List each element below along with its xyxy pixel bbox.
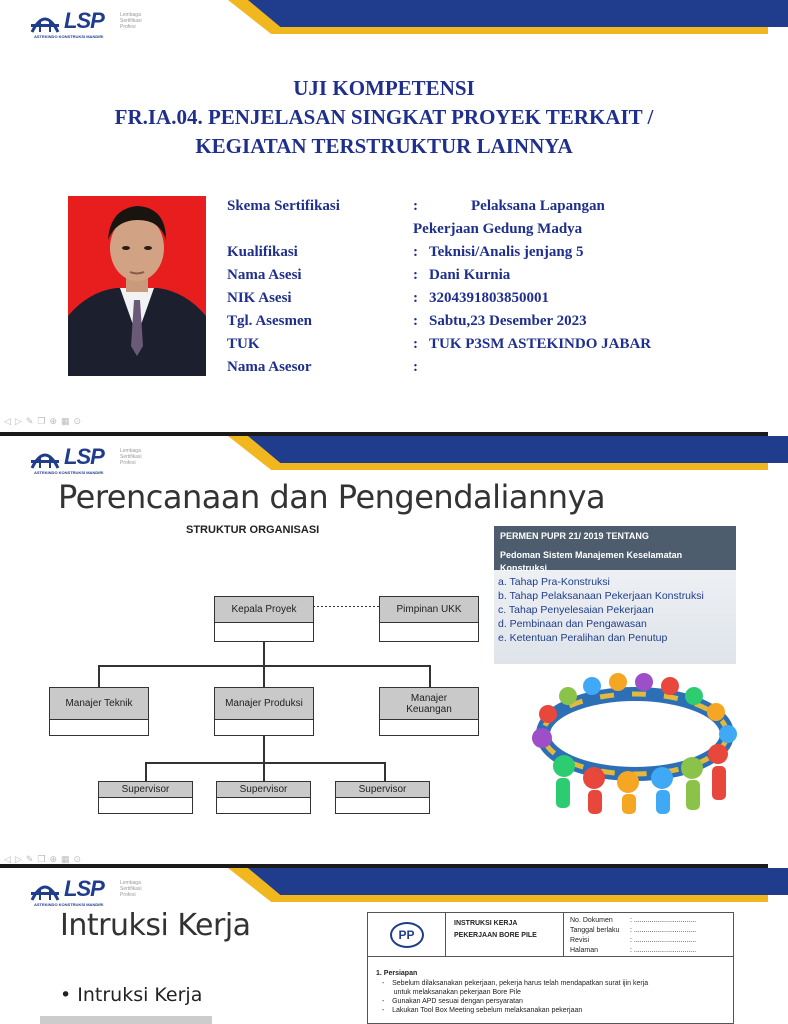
lsp-logo: LSP Lembaga Sertifikasi Profesi ASTEKINDO KONSTRUKSI MANDIRI [30, 446, 150, 478]
permen-subtitle: Pedoman Sistem Manajemen Keselamatan Konstruksi [500, 550, 683, 573]
list-item: e. Ketentuan Peralihan dan Penutup [498, 632, 668, 644]
org-box-pimpinan-ukk: Pimpinan UKK [379, 596, 479, 642]
pen-icon[interactable]: ✎ [25, 416, 38, 426]
org-box-kepala-proyek: Kepala Proyek [214, 596, 314, 642]
more-icon[interactable]: ⊙ [73, 854, 86, 864]
org-box-manajer-produksi: Manajer Produksi [214, 687, 314, 736]
list-item: d. Pembinaan dan Pengawasan [498, 618, 647, 630]
label-tgl: Tgl. Asesmen [227, 313, 313, 329]
copy-icon[interactable]: ❐ [37, 854, 50, 864]
slide-2 [0, 436, 768, 864]
logo-subtext: Lembaga Sertifikasi Profesi [120, 12, 142, 30]
value-tgl: Sabtu,23 Desember 2023 [429, 313, 587, 329]
lsp-mark-icon [30, 878, 60, 902]
zoom-icon[interactable]: ⊕ [49, 854, 62, 864]
grid-icon[interactable]: ▦ [61, 854, 74, 864]
value-tuk: TUK P3SM ASTEKINDO JABAR [429, 336, 652, 352]
header-band [228, 868, 768, 902]
lsp-logo: LSP Lembaga Sertifikasi Profesi ASTEKINDO KONSTRUKSI MANDIRI [30, 878, 150, 910]
label-nama-asesi: Nama Asesi [227, 267, 302, 283]
org-box-supervisor-2: Supervisor [216, 781, 311, 814]
pen-icon[interactable]: ✎ [25, 854, 38, 864]
value-kualifikasi: Teknisi/Analis jenjang 5 [429, 244, 584, 260]
permen-list [494, 570, 736, 645]
list-item: c. Tahap Penyelesaian Pekerjaan [498, 604, 654, 616]
header-band [228, 436, 768, 470]
value-nama-asesi: Dani Kurnia [429, 267, 511, 283]
nav-prev-icon[interactable]: ◁ [4, 854, 15, 864]
permen-title: PERMEN PUPR 21/ 2019 TENTANG [500, 531, 649, 541]
value-skema: Pelaksana Lapangan [471, 198, 605, 214]
list-item: b. Tahap Pelaksanaan Pekerjaan Konstruksi [498, 590, 704, 602]
org-box-manajer-keuangan: Manajer Keuangan [379, 687, 479, 736]
value-skema-2: Pekerjaan Gedung Madya [413, 221, 583, 237]
dotted-link [313, 606, 379, 607]
slide-2-heading: Perencanaan dan Pengendaliannya [58, 478, 606, 516]
asesi-photo [68, 196, 206, 376]
value-nik: 3204391803850001 [429, 290, 549, 306]
nav-prev-icon[interactable]: ◁ [4, 416, 15, 426]
logo-text: LSP [64, 8, 104, 33]
content-placeholder [40, 1016, 212, 1024]
permen-panel [494, 526, 736, 664]
doc-section: 1. Persiapan [376, 970, 418, 977]
slide-1-nav-toolbar[interactable] [4, 416, 85, 427]
label-nik: NIK Asesi [227, 290, 292, 306]
doc-subtitle: PEKERJAAN BORE PILE [454, 932, 537, 939]
label-skema: Skema Sertifikasi [227, 198, 340, 214]
slide-3 [0, 868, 768, 1024]
org-box-manajer-teknik: Manajer Teknik [49, 687, 149, 736]
label-kualifikasi: Kualifikasi [227, 244, 298, 260]
work-instruction-document: PP INSTRUKSI KERJA PEKERJAAN BORE PILE No. Dokumen : ................................ Tanggal berlaku : ................................ Revisi : ................................ Halaman : ................................ 1. Persiapan - Sebelum dilaksanakan pekerjaan, pekerja harus telah mendapatkan surat ijin kerja untuk melaksanakan pekerjaan Bore Pile - Gunakan APD sesuai dengan persyaratan - Lakukan Tool Box Meeting sebelum melaksanakan pekerjaan [367, 912, 734, 1024]
zoom-icon[interactable]: ⊕ [49, 416, 62, 426]
lsp-mark-icon [30, 446, 60, 470]
label-asesor: Nama Asesor [227, 359, 312, 375]
title-line-1: UJI KOMPETENSI [293, 76, 475, 100]
title-line-3: KEGIATAN TERSTRUKTUR LAINNYA [195, 134, 573, 158]
title-line-2: FR.IA.04. PENJELASAN SINGKAT PROYEK TERKAIT / [114, 105, 654, 129]
label-tuk: TUK [227, 336, 260, 352]
org-box-supervisor-1: Supervisor [98, 781, 193, 814]
nav-next-icon[interactable]: ▷ [14, 416, 26, 426]
more-icon[interactable]: ⊙ [73, 416, 86, 426]
doc-title: INSTRUKSI KERJA [454, 920, 518, 927]
logo-tagline: ASTEKINDO KONSTRUKSI MANDIRI [34, 34, 104, 39]
list-item: a. Tahap Pra-Konstruksi [498, 576, 610, 588]
org-chart-title: STRUKTUR ORGANISASI [186, 524, 320, 536]
bullet-item: • Intruksi Kerja [60, 984, 203, 1006]
lsp-mark-icon [30, 10, 60, 34]
pp-logo-icon: PP [390, 922, 424, 948]
slide-3-heading: Intruksi Kerja [60, 908, 251, 943]
copy-icon[interactable]: ❐ [37, 416, 50, 426]
header-band [228, 0, 768, 34]
org-box-supervisor-3: Supervisor [335, 781, 430, 814]
teamwork-circle-illustration [528, 674, 743, 814]
lsp-logo [30, 10, 150, 42]
grid-icon[interactable]: ▦ [61, 416, 74, 426]
slide-1: LSP Lembaga Sertifikasi Profesi ASTEKINDO KONSTRUKSI MANDIRI UJI KOMPETENSI FR.IA.04. PENJELASAN SINGKAT PROYEK TERKAIT / KEGIATAN TERSTRUKTUR LAINNYA Skema Sertifikasi : Pelaksana Lapangan Pekerjaan Gedung Madya Kualifikasi : Teknisi/Analis jenjang 5 Nama Asesi : Dani Kurnia NIK Asesi : 3204391803850001 Tgl. Asesmen : Sabtu,23 Desember 2023 TUK : TUK P3SM ASTEKINDO JABAR Nama Asesor : ◁▷✎❐⊕▦⊙ [0, 0, 768, 432]
nav-next-icon[interactable]: ▷ [14, 854, 26, 864]
